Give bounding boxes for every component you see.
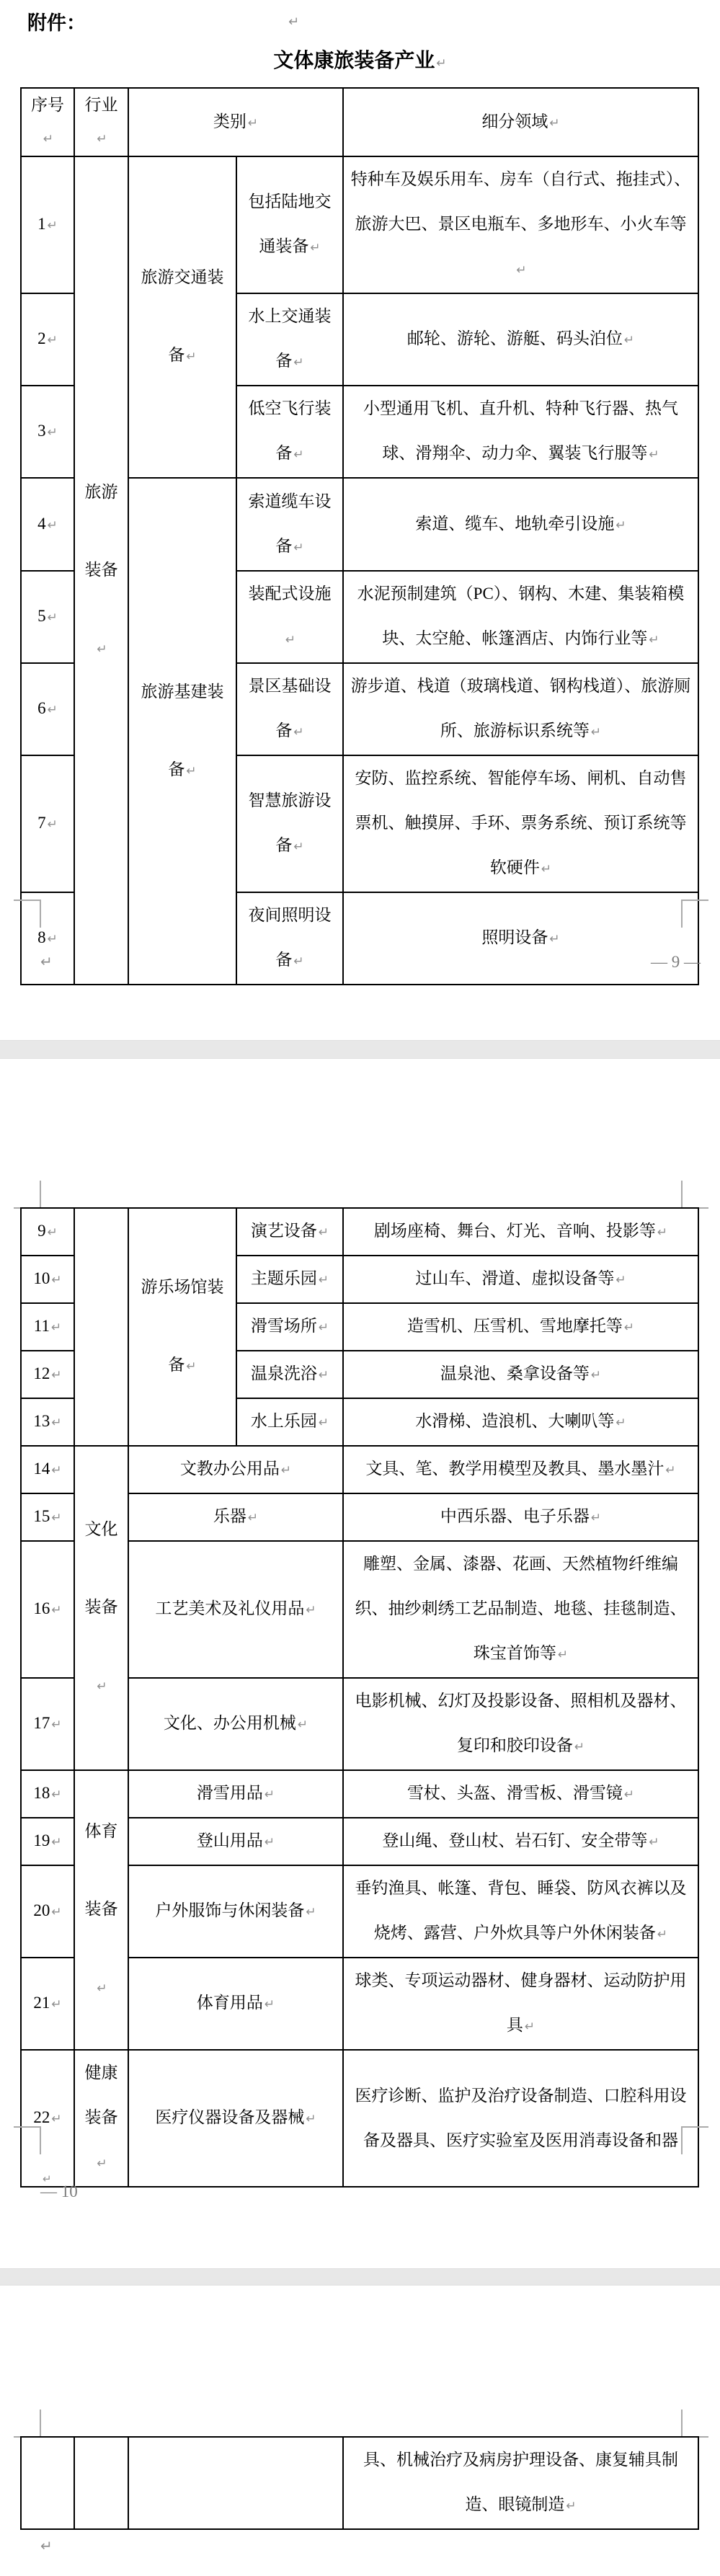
subcategory-cell: 索道缆车设备 ↵ (236, 478, 343, 571)
page-number: — 9 — (651, 953, 701, 971)
page-number-text: — 10 (40, 2182, 78, 2200)
row-number-cell: 15 ↵ (21, 1493, 74, 1541)
subcategory-cell: 水上交通装备 ↵ (236, 293, 343, 386)
detail-cell: 垂钓渔具、帐篷、背包、睡袋、防风衣裤以及烧烤、露营、户外炊具等户外休闲装备 ↵ (343, 1865, 698, 1958)
row-number-cell: 14 ↵ (21, 1446, 74, 1493)
margin-corner-mark (14, 2126, 41, 2154)
industry-cell: 旅游装备 ↵ (74, 156, 128, 985)
industry-cell: 体育装备 ↵ (74, 1770, 128, 2050)
attachment-label: 附件： (27, 12, 86, 34)
detail-cell: 登山绳、登山杖、岩石钉、安全带等 ↵ (343, 1818, 698, 1865)
category-cell: 户外服饰与休闲装备 ↵ (128, 1865, 343, 1958)
subcategory-cell: 智慧旅游设备 ↵ (236, 755, 343, 892)
detail-cell: 电影机械、幻灯及投影设备、照相机及器材、复印和胶印设备 ↵ (343, 1678, 698, 1770)
detail-cell: 安防、监控系统、智能停车场、闸机、自动售票机、触摸屏、手环、票务系统、预订系统等软硬件 ↵ (343, 755, 698, 892)
subcategory-cell: 水上乐园 ↵ (236, 1398, 343, 1446)
row-number-cell: 9 ↵ (21, 1208, 74, 1256)
category-group-cell: 旅游交通装备 ↵ (128, 156, 236, 478)
header-category: 类别 ↵ (128, 88, 343, 156)
industry-cell: 健康装备 ↵ (74, 2050, 128, 2187)
industry-cell-empty (74, 1208, 128, 1446)
detail-cell: 索道、缆车、地轨牵引设施 ↵ (343, 478, 698, 571)
margin-corner-mark (681, 2410, 708, 2438)
row-number-cell: 17 ↵ (21, 1678, 74, 1770)
detail-cell: 小型通用飞机、直升机、特种飞行器、热气球、滑翔伞、动力伞、翼装飞行服等 ↵ (343, 386, 698, 478)
header-subfield: 细分领域 ↵ (343, 88, 698, 156)
table-row (21, 1208, 698, 1256)
row-number-cell: 11 ↵ (21, 1303, 74, 1351)
table-row (21, 1446, 698, 1493)
subcategory-cell: 景区基础设备 ↵ (236, 663, 343, 755)
detail-cell: 造雪机、压雪机、雪地摩托等 ↵ (343, 1303, 698, 1351)
margin-corner-mark (14, 1181, 41, 1209)
subcategory-cell: 主题乐园 ↵ (236, 1256, 343, 1303)
row-number-cell: 22 ↵ (21, 2050, 74, 2187)
detail-cell: 过山车、滑道、虚拟设备等 ↵ (343, 1256, 698, 1303)
detail-cell: 特种车及娱乐用车、房车（自行式、拖挂式）、旅游大巴、景区电瓶车、多地形车、小火车等 ↵ (343, 156, 698, 293)
margin-corner-mark (14, 900, 41, 928)
pilcrow-mark: ↵ (40, 2537, 53, 2554)
subcategory-cell: 夜间照明设备 ↵ (236, 892, 343, 985)
pilcrow-mark: ↵ (288, 14, 300, 30)
page-title (0, 45, 720, 74)
table-row (21, 2050, 698, 2187)
row-number-cell: 16 ↵ (21, 1541, 74, 1678)
table-row (21, 1770, 698, 1818)
detail-cell: 游步道、栈道（玻璃栈道、钢构栈道）、旅游厕所、旅游标识系统等 ↵ (343, 663, 698, 755)
detail-cell: 具、机械治疗及病房护理设备、康复辅具制造、眼镜制造 ↵ (343, 2437, 698, 2529)
row-number-cell: 21 ↵ (21, 1958, 74, 2050)
table-row (21, 2437, 698, 2529)
row-number-cell: 4 ↵ (21, 478, 74, 571)
category-cell: 体育用品 ↵ (128, 1958, 343, 2050)
page-separator-band (0, 2268, 720, 2286)
category-cell: 工艺美术及礼仪用品 ↵ (128, 1541, 343, 1678)
category-cell: 文化、办公用机械 ↵ (128, 1678, 343, 1770)
subcategory-cell: 滑雪场所 ↵ (236, 1303, 343, 1351)
row-number-cell: 7 ↵ (21, 755, 74, 892)
subcategory-cell: 装配式设施 ↵ (236, 571, 343, 663)
margin-corner-mark (14, 2410, 41, 2438)
category-cell: 乐器 ↵ (128, 1493, 343, 1541)
page-separator-band (0, 1040, 720, 1059)
industry-table-page-3 (20, 2436, 699, 2530)
row-number-cell: 18 ↵ (21, 1770, 74, 1818)
row-number-cell: 2 ↵ (21, 293, 74, 386)
detail-cell: 水泥预制建筑（PC）、钢构、木建、集装箱模块、太空舱、帐篷酒店、内饰行业等 ↵ (343, 571, 698, 663)
detail-cell: 中西乐器、电子乐器 ↵ (343, 1493, 698, 1541)
category-cell: 登山用品 ↵ (128, 1818, 343, 1865)
row-number-cell: 8 ↵ (21, 892, 74, 985)
industry-table-page-2 (20, 1207, 699, 2188)
category-group-cell: 游乐场馆装备 ↵ (128, 1208, 236, 1446)
subcategory-cell: 包括陆地交通装备 ↵ (236, 156, 343, 293)
row-number-cell: 20 ↵ (21, 1865, 74, 1958)
pilcrow-mark: ↵ (40, 953, 53, 970)
row-number-cell: 3 ↵ (21, 386, 74, 478)
row-number-cell: 13 ↵ (21, 1398, 74, 1446)
detail-cell: 剧场座椅、舞台、灯光、音响、投影等 ↵ (343, 1208, 698, 1256)
detail-cell: 球类、专项运动器材、健身器材、运动防护用具 ↵ (343, 1958, 698, 2050)
page-title-text: 文体康旅装备产业 ↵ (273, 49, 446, 71)
detail-cell: 文具、笔、教学用模型及教具、墨水墨汁 ↵ (343, 1446, 698, 1493)
industry-table-page-1 (20, 87, 699, 985)
subcategory-cell: 低空飞行装备 ↵ (236, 386, 343, 478)
margin-corner-mark (681, 2126, 708, 2154)
margin-corner-mark (681, 1181, 708, 1209)
category-cell: 文教办公用品 ↵ (128, 1446, 343, 1493)
row-number-cell: 6 ↵ (21, 663, 74, 755)
header-industry: 行业 ↵ (74, 88, 128, 156)
row-number-cell: 19 ↵ (21, 1818, 74, 1865)
industry-cell: 文化装备 ↵ (74, 1446, 128, 1770)
page-number (40, 2172, 78, 2201)
detail-cell: 邮轮、游轮、游艇、码头泊位 ↵ (343, 293, 698, 386)
row-number-cell: 10 ↵ (21, 1256, 74, 1303)
category-cell-empty (128, 2437, 343, 2529)
row-number-cell: 12 ↵ (21, 1351, 74, 1398)
row-number-cell: 5 ↵ (21, 571, 74, 663)
row-number-cell: 1 ↵ (21, 156, 74, 293)
pilcrow-mark: ↵ (43, 2172, 52, 2185)
detail-cell: 水滑梯、造浪机、大喇叭等 ↵ (343, 1398, 698, 1446)
detail-cell: 雪杖、头盔、滑雪板、滑雪镜 ↵ (343, 1770, 698, 1818)
category-cell: 医疗仪器设备及器械 ↵ (128, 2050, 343, 2187)
table-header-row (21, 88, 698, 156)
industry-cell-empty (74, 2437, 128, 2529)
category-cell: 滑雪用品 ↵ (128, 1770, 343, 1818)
detail-cell: 雕塑、金属、漆器、花画、天然植物纤维编织、抽纱刺绣工艺品制造、地毯、挂毯制造、珠宝首饰等 ↵ (343, 1541, 698, 1678)
detail-cell: 医疗诊断、监护及治疗设备制造、口腔科用设备及器具、医疗实验室及医用消毒设备和器 (343, 2050, 698, 2187)
category-group-cell: 旅游基建装备 ↵ (128, 478, 236, 985)
header-no: 序号 ↵ (21, 88, 74, 156)
detail-cell: 温泉池、桑拿设备等 ↵ (343, 1351, 698, 1398)
detail-cell: 照明设备 ↵ (343, 892, 698, 985)
margin-corner-mark (681, 900, 708, 928)
subcategory-cell: 演艺设备 ↵ (236, 1208, 343, 1256)
row-number-cell-empty (21, 2437, 74, 2529)
subcategory-cell: 温泉洗浴 ↵ (236, 1351, 343, 1398)
table-row (21, 156, 698, 293)
